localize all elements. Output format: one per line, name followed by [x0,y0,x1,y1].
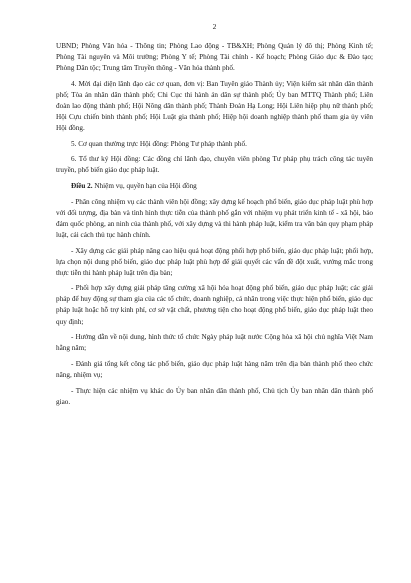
paragraph-item-5: 5. Cơ quan thường trực Hội đồng: Phòng Tư pháp thành phố. [71,139,247,148]
duty-bullet-4: - Hướng dẫn về nội dung, hình thức tổ chức Ngày pháp luật nước Cộng hòa xã hội chủ nghĩa Việt Nam hằng năm; [56,333,373,353]
paragraph-item-6: 6. Tổ thư ký Hội đồng: Các đồng chí lãnh đạo, chuyên viên phòng Tư pháp phụ trách công tác tuyên truyền, phổ biến giáo dục pháp luật. [56,155,373,175]
paragraph-intro: UBND; Phòng Văn hóa - Thông tin; Phòng Lao động - TB&XH; Phòng Quản lý đô thị; Phòng Kinh tế; Phòng Tài nguyên và Môi trường; Phòng Y tế; Phòng Tài chính - Kế hoạch; Phòng Giáo dục & Đào tạo; Phòng Dân tộc; Trung tâm Truyền thông - Văn hóa thành phố. [56,42,373,73]
page-number: 2 [212,22,217,31]
paragraph-item-4: 4. Mời đại diện lãnh đạo các cơ quan, đơn vị: Ban Tuyên giáo Thành ủy; Viện kiểm sát nhân dân thành phố; Tòa án nhân dân thành phố; Chi Cục thi hành án dân sự thành phố; Ủy ban MTTQ Thành phố; Liên đoàn lao động thành phố; Hội Nông dân thành phố; Thành Đoàn Hạ Long; Hội Liên hiệp phụ nữ thành phố; Hội Cựu chiến binh thành phố; Hội Luật gia thành phố; Hiệp hội doanh nghiệp thành phố tham gia ủy viên Hội đồng. [56,79,373,133]
duty-bullet-5: - Đánh giá tổng kết công tác phổ biến, giáo dục pháp luật hàng năm trên địa bàn thành phố theo chức năng, nhiệm vụ; [56,359,373,379]
duty-bullet-3: - Phối hợp xây dựng giải pháp tăng cường xã hội hóa hoạt động phổ biến, giáo dục pháp luật; các giải pháp để huy động sự tham gia của các tổ chức, doanh nghiệp, cá nhân trong việc thực hiện phổ biến, giáo dục pháp luật hoặc hỗ trợ kinh phí, cơ sở vật chất, phương tiện cho hoạt động phổ biến, giáo dục pháp luật theo quy định; [56,284,373,326]
article-2-heading [56,181,373,192]
article-2-lead: Điều 2. [71,182,93,191]
duty-bullet-2: - Xây dựng các giải pháp nâng cao hiệu quả hoạt động phối hợp phổ biến, giáo dục pháp luật; phối hợp, lựa chọn nội dung phổ biến, giáo dục pháp luật phù hợp để giải quyết các vấn đề đột xuất, vướng mắc trong thực tiễn thi hành pháp luật trên địa bàn; [56,246,373,277]
duty-bullet-1: - Phân công nhiệm vụ các thành viên hội đồng; xây dựng kế hoạch phổ biến, giáo dục pháp luật phù hợp với đối tượng, địa bàn và tình hình thực tiễn của thành phố gắn với nhiệm vụ phát triển kinh tế - xã hội, bảo đảm quốc phòng, an ninh của thành phố, với xây dựng và thi hành pháp luật, kiểm tra văn bản quy phạm pháp luật, cải cách thủ tục hành chính. [56,197,373,239]
article-2-title: Nhiệm vụ, quyền hạn của Hội đồng [92,182,197,191]
duty-bullet-6: - Thực hiện các nhiệm vụ khác do Ủy ban nhân dân thành phố, Chủ tịch Ủy ban nhân dân thành phố giao. [56,386,373,406]
